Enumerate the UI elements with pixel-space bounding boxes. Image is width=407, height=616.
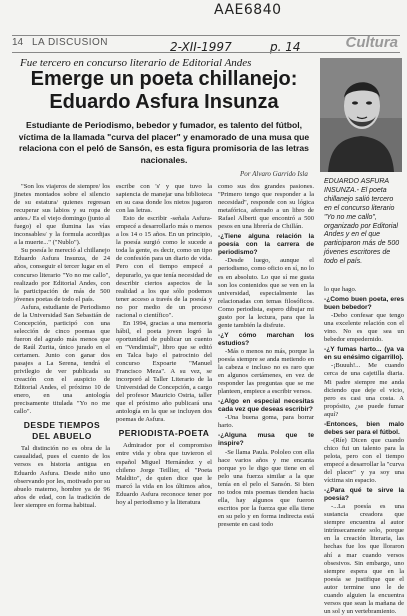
- paragraph: Su poesía le mereció al chillanejo Eduardo Asfura Insunza, de 24 años, conseguir el tercer lugar en el concurso literario "Yo no me callo", realizado por Editorial Andes, con la participación de más de 500 jóvenes poetas de todo el país.: [14, 247, 110, 303]
- interview-question: -¿Tiene alguna relación la poesía con la carrera de periodismo?: [218, 233, 314, 257]
- interview-answer: -...La poesía es una sustancia creadora que siempre encuentra al autor intrínsecamente solo, porque en la creación literaria, las hechas fue los que lloraron ahí a mar cuando versos obsesivos. Sin embargo, uno siempre espera que en la poesía se justifique que el autor termine uno le de cuando alguien la encuentra versos que sean la mañana de un sol y un vertebramiento.: [324, 503, 404, 615]
- interview-answer: -¡Buuuh!... Me cuando cerca de una cajetilla diaria. Mi padre siempre me anda diciendo que deje el vicio, pero es casi una costa. A propósito, ¿se puede fumar aquí?: [324, 362, 404, 418]
- subheading: PERIODISTA-POETA: [118, 428, 210, 439]
- interview-answer: -Debo confesar que tengo una excelente relación con el vino. No es que sea un bebedor empedernido.: [324, 312, 404, 344]
- section-name: Cultura: [345, 34, 398, 51]
- subheading: [14, 420, 110, 442]
- interview-question: -¿Como buen poeta, eres buen bebedor?: [324, 296, 404, 312]
- paragraph: como sus dos grandes pasiones. "Primero tengo que responder a la necesidad", responde con su lógica metafórica, aferrado a un libro de Rafael Alberti que encontró a 500 pesos en una librería de Chillán.: [218, 183, 314, 231]
- byline: Por Alvaro Garrido Isla: [240, 170, 308, 178]
- paragraph: Asfura, estudiante de Periodismo de la Universidad San Sebastián de Concepción, participó con una selección de cinco poemas que fueron del agrado más menos que de Raúl Zurita, único jurado en el certamen. Junto con ganar dos pasajes a La Serena, tendrá el privilegio de ver publicada su creación con el auspicio de Editorial Andes, el próximo 10 de enero, en una antología precisamente titulada "Yo no me callo".: [14, 303, 110, 416]
- page-number: 14: [12, 37, 24, 48]
- portrait-illustration: [320, 58, 402, 172]
- interview-question: -¿Y cómo marchan los estudios?: [218, 331, 314, 347]
- interview-answer: -Más o menos no más, porque la poesía siempre se anda metiendo en la cabeza e incluso no es raro que en algunos certámenes, en vez de responder las preguntas que se me planteen, empiece a escribir versos.: [218, 347, 314, 396]
- handwritten-page: p. 14: [270, 40, 301, 54]
- subheading-line: DEL ABUELO: [32, 431, 92, 442]
- article-kicker: Fue tercero en concurso literario de Editorial Andes: [20, 57, 252, 69]
- interview-answer: lo que hago.: [324, 286, 357, 293]
- publication-name: LA DISCUSION: [32, 37, 109, 48]
- interview-question: -¿Y fumas harto... (ya va en su enésimo cigarrillo).: [324, 346, 404, 362]
- interview-question: -¿Alguna musa que te inspire?: [218, 432, 314, 448]
- paragraph: escribe con 's' y que tuvo la sapiencia de manejar una biblioteca en su casa donde los nietos jugaron con las letras.: [116, 183, 212, 215]
- interview-question: -¿Algo en especial necesitas cada vez que deseas escribir?: [218, 398, 314, 414]
- column-3: [218, 183, 314, 529]
- interview-question: -¿Para qué te sirve la poesía?: [324, 487, 404, 503]
- interview-answer: -Se llama Paula. Pololeo con ella hace varios años y me encanta porque yo le digo que tiene en el pelo una fuerza similar a la que tenía en el pelo el Sansón. Si bien no todos mis poemas tienden hacia ella, hay algunos que fueron escritos por la fuerza que ella tiene en su pelo y en forma indirecta está presente en casi todo: [218, 448, 314, 528]
- column-1: [14, 183, 110, 510]
- page-header-bar: [12, 35, 400, 53]
- paragraph: Esto de escribir -señala Asfura- empecé a desarrollarlo más o menos a los 14 o 15 años. En un principio, la poesía surgió como le sucede a toda la gente, es decir, como un tipo de confesión para un diario de vida. Pero con el tiempo empecé a depurarlo, ya que tenía necesidad de describir ciertos aspectos de la realidad a los que sólo podemos tener acceso a través de la poesía y no por medio de un proceso racional o científico".: [116, 215, 212, 319]
- photo-caption: EDUARDO ASFURA INSUNZA.- El poeta chillanejo salió tercero en el concurso literario "Yo no me callo", organizado por Editorial Andes y en el que participaron más de 500 jóvenes escritores de todo el país.: [324, 178, 400, 266]
- column-4: [324, 286, 404, 616]
- paragraph: "Son los viajeros de siempre/ los jinetes montados sobre el silencio de su estatura/ quienes regresan recuperar sus labios y su ropa de antes./ Es el viejo domingo (junto al fuego) el que ilumina las vías inconsables/ y la formula acordijas a la muerte..." ("Nublo").: [14, 183, 110, 247]
- paragraph: Admirador por el compromiso entre vida y obra que tuvieron el español Miguel Hernández y el chileno Jorge Teillier, el "Poeta Maldito", de quien dice que le marcó la vida en los últimos años, Eduardo Asfura reconoce tener por hoy al periodismo y la literatura: [116, 442, 212, 506]
- subheading-line: DESDE TIEMPOS: [23, 420, 101, 431]
- article-lead: Estudiante de Periodismo, bebedor y fumador, es talento del fútbol, víctima de la llamada "curva del placer" y enamorado de una musa que relaciona con el peló de Sansón, es esta figura promisoria de las letras nacionales.: [18, 120, 310, 165]
- article-title: Emerge un poeta chillanejo: Eduardo Asfura Insunza: [30, 68, 298, 113]
- paragraph: En 1994, gracias a una memoria hábil, el poeta joven logró la oportunidad de publicar un cuento en "Vendimial", libro que se editó en Talca bajo el patrocinio del concurso Expoarte "Manuel Francisco Meza". A su vez, se incorporó al Taller Literario de la Universidad de Concepción, a cargo del profesor Mauricio Ostria, taller que el próximo año publicará una antología en la que se incluyen dos poemas de Asfura.: [116, 319, 212, 424]
- handwritten-date: 2-XII-1997: [170, 40, 232, 54]
- author-photo: [320, 58, 402, 172]
- column-2: [116, 183, 212, 507]
- interview-answer: -(Ríe) Dicen que cuando chico fui un talento para la pelota, pero con el tiempo empecé a desarrollar la "curva del placer" y ya soy una víctima sin espacio.: [324, 436, 404, 485]
- interview-question: -Entonces, bien malo debes ser para el fútbol.: [324, 420, 404, 436]
- paragraph: Tal distinción no es obra de la casualidad, pues el cuento de los versos es historia antigua en Eduardo Asfura. Desde niño uno observando por les, motivado por su abuelo materno, hombre ya de 96 años de edad, con la tradición de leer siempre en forma habitual.: [14, 445, 110, 509]
- archive-id: AAE6840: [214, 2, 282, 18]
- interview-answer: -Una buena goma, para borrar harto.: [218, 414, 314, 430]
- interview-answer: -Desde luego, aunque el periodismo, como oficio en sí, no lo es en absoluto. Lo que sí me gusta son los contenidos que se ven en la universidad, especialmente las relacionadas con temas filosóficos. Como periodista, espero dibujar mi gusto por la lectura, para que la gente también la disfrute.: [218, 257, 314, 329]
